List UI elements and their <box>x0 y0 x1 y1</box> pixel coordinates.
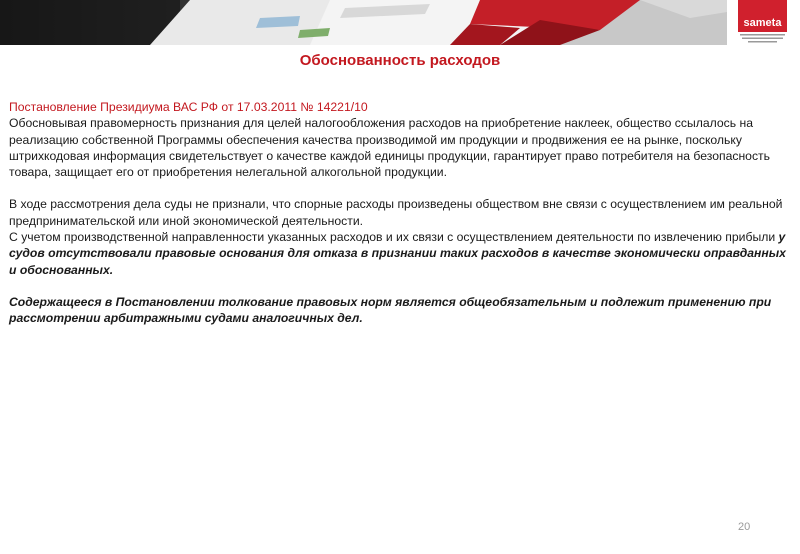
paragraph-court-conclusion <box>9 229 795 278</box>
logo-tagline <box>738 33 787 43</box>
paragraph-plain-text: С учетом производственной направленности указанных расходов и их связи с осуществлением деятельности по извлечению прибыли <box>9 230 779 245</box>
company-logo <box>738 0 787 32</box>
slide-title: Обоснованность расходов <box>299 52 501 69</box>
header-banner <box>0 0 800 45</box>
office-photo <box>0 0 727 45</box>
slide-body <box>9 99 795 327</box>
logo-text: sameta <box>743 17 782 29</box>
paragraph-court-findings: В ходе рассмотрения дела суды не признали, что спорные расходы произведены обществом вне связи с осуществлением им реальной предпринимательской или иной экономической деятельности. <box>9 197 783 228</box>
paragraph-emphasis-text: у судов отсутствовали правовые основания для отказа в признании таких расходов в качестве экономически оправданных и обоснованных. <box>9 230 786 277</box>
resolution-heading: Постановление Президиума ВАС РФ от 17.03.2011 № 14221/10 <box>9 100 368 114</box>
paragraph-company-arguments: Обосновывая правомерность признания для целей налогообложения расходов на приобретение наклеек, общество ссылалось на реализацию собственной Программы обеспечения качества производимой им продукции и продвижения ее на рынке, поскольку штрихкодовая информация свидетельствует о качестве каждой единицы продукции, гарантирует право потребителя на безопасность товара, защищает его от приобретения нелегальной алкогольной продукции. <box>9 116 770 180</box>
conclusion-text: Содержащееся в Постановлении толкование правовых норм является общеобязательным и подлежит применению при рассмотрении арбитражными судами аналогичных дел. <box>9 294 772 326</box>
page-number: 20 <box>738 521 751 533</box>
